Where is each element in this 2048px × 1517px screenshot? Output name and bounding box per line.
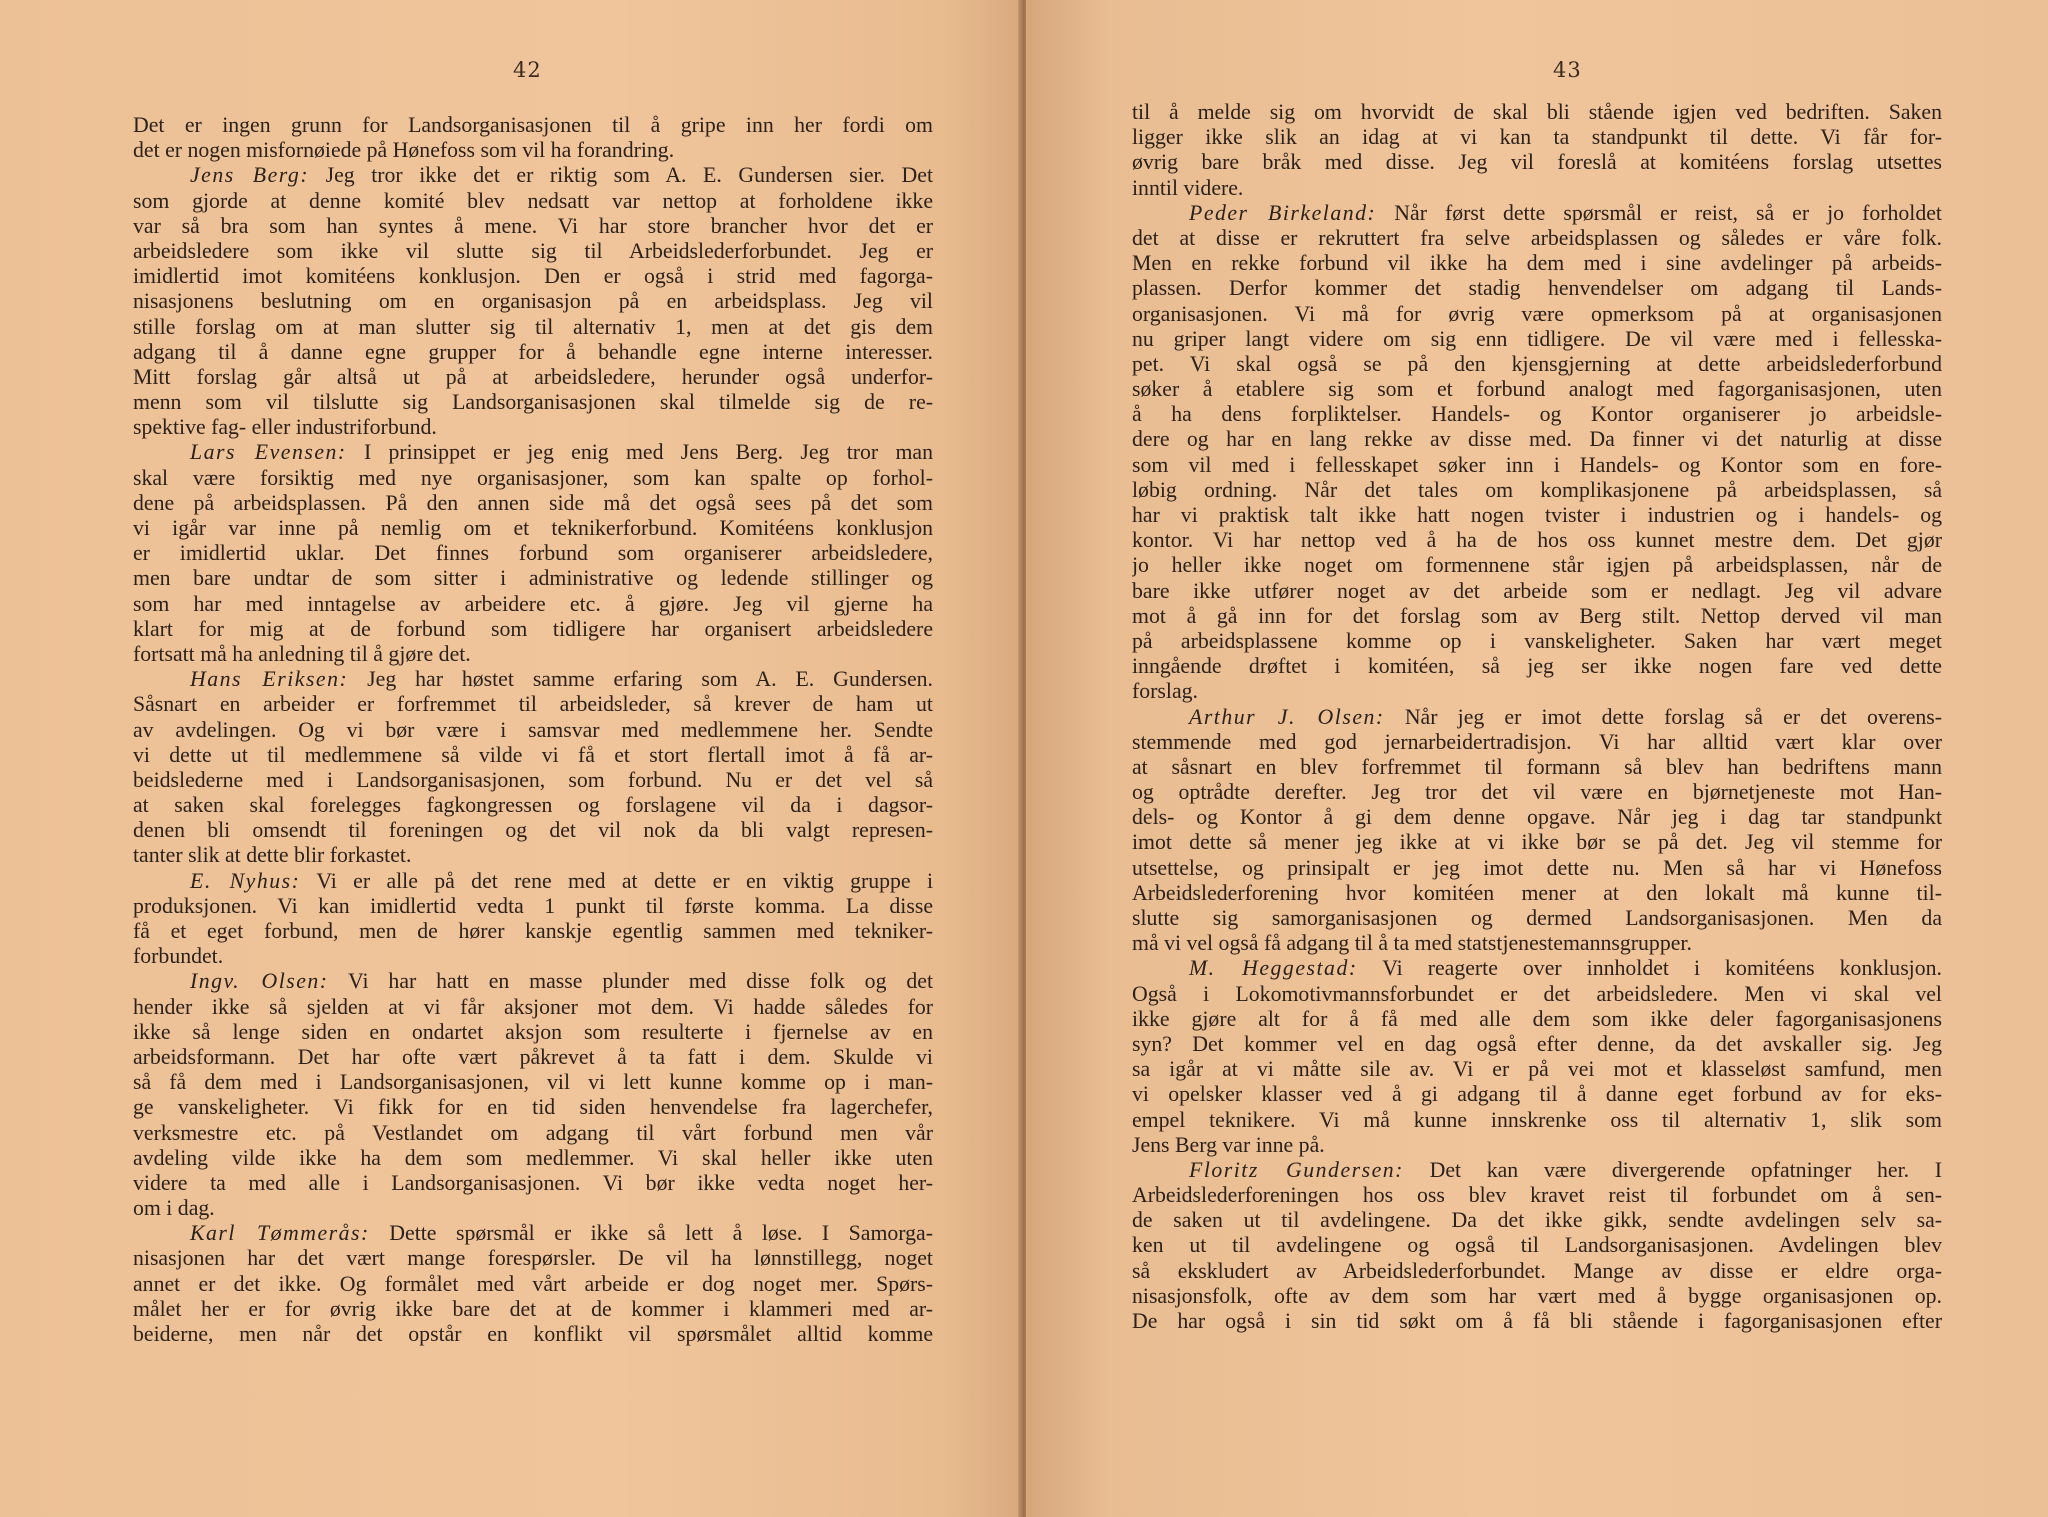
text-line: [1132, 1057, 1942, 1082]
text-line: [1132, 1158, 1942, 1183]
text-line: [133, 1121, 933, 1146]
line-text: stille forslag om at man slutter sig til alternativ 1, men at det gis dem: [133, 314, 933, 339]
text-line: [1132, 377, 1942, 402]
text-line: [1132, 1233, 1942, 1258]
line-text: arbeidsledere som ikke vil slutte sig til Arbeidslederforbundet. Jeg er: [133, 238, 933, 263]
line-text: inngående drøftet i komitéen, så jeg ser ikke nogen fare ved dette: [1132, 654, 1942, 679]
text-line: [133, 768, 933, 793]
page-number-left: 42: [513, 58, 542, 82]
line-text: organisasjonen. Vi må for øvrig være opmerksom på at organisasjonen: [1132, 301, 1942, 326]
text-line: [1132, 226, 1942, 251]
text-line: [1132, 856, 1942, 881]
text-line: [1132, 100, 1942, 125]
line-text: Vi reagerte over innholdet i komitéens konklusjon.: [1357, 956, 1942, 981]
text-line: [133, 340, 933, 365]
line-text: menn som vil tilslutte sig Landsorganisasjonen skal tilmelde sig de re-: [133, 390, 933, 415]
line-text: som gjorde at denne komité blev nedsatt var nettop at forholdene ikke: [133, 188, 933, 213]
line-text: arbeidsformann. Det har ofte vært påkrevet å ta fatt i dem. Skulde vi: [133, 1044, 933, 1069]
line-text: dere og har en lang rekke av disse med. Da finner vi det naturlig at disse: [1132, 427, 1942, 452]
line-text: at saken skal forelegges fagkongressen og forslagene vil da i dagsor-: [133, 793, 933, 818]
line-text: Jeg har høstet samme erfaring som A. E. Gundersen.: [348, 667, 933, 692]
text-line: [1132, 1032, 1942, 1057]
speaker-name: Hans Eriksen:: [190, 667, 349, 692]
text-line: [133, 743, 933, 768]
line-text: og optrådte derefter. Jeg tror det vil være en bjørnetjeneste mot Han-: [1132, 780, 1942, 805]
line-text: Vi har hatt en masse plunder med disse folk og det: [328, 969, 933, 994]
text-line: [1132, 276, 1942, 301]
line-text: men bare undtar de som sitter i administrative og ledende stillinger og: [133, 566, 933, 591]
line-text: empel teknikere. Vi må kunne innskrenke oss til alternativ 1, slik som: [1132, 1107, 1942, 1132]
line-text: skal være forsiktig med nye organisasjoner, som kan spalte op forhol-: [133, 465, 933, 490]
line-text: på arbeidsplassene komme op i vanskeligheter. Saken har vært meget: [1132, 628, 1942, 653]
line-text: at såsnart en blev forfremmet til formann så blev han bedriftens mann: [1132, 754, 1942, 779]
line-text: Såsnart en arbeider er forfremmet til arbeidsleder, så krever de ham ut: [133, 692, 933, 717]
text-line: [1132, 931, 1942, 956]
line-text: De har også i sin tid søkt om å få bli stående i fagorganisasjonen efter: [1132, 1309, 1942, 1333]
line-text: imidlertid imot komitéens konklusjon. Den er også i strid med fagorga-: [133, 264, 933, 289]
right-page-text: [1132, 100, 1942, 1334]
line-text: tanter slik at dette blir forkastet.: [133, 843, 412, 868]
text-line: [133, 415, 933, 440]
text-line: [133, 138, 933, 163]
line-text: annet er det ikke. Og formålet med vårt arbeide er dog noget mer. Spørs-: [133, 1271, 933, 1296]
line-text: Vi er alle på det rene med at dette er en viktig gruppe i: [300, 868, 933, 893]
text-line: [1132, 705, 1942, 730]
speaker-name: E. Nyhus:: [190, 868, 301, 893]
text-line: [1132, 150, 1942, 175]
text-line: [1132, 427, 1942, 452]
text-line: [133, 617, 933, 642]
line-text: øvrig bare bråk med disse. Jeg vil foreslå at komitéens forslag utsettes: [1132, 150, 1942, 175]
text-line: [133, 491, 933, 516]
line-text: plassen. Derfor kommer det stadig henvendelser om adgang til Lands-: [1132, 276, 1942, 301]
line-text: hender ikke så sjelden at vi får aksjoner mot dem. Vi hadde således for: [133, 994, 933, 1019]
text-line: [133, 843, 933, 868]
left-page: [0, 0, 1022, 1517]
text-line: [1132, 478, 1942, 503]
text-line: [133, 264, 933, 289]
line-text: forbundet.: [133, 944, 224, 969]
speaker-name: Peder Birkeland:: [1189, 200, 1377, 225]
text-line: [1132, 1309, 1942, 1334]
text-line: [133, 1322, 933, 1347]
text-line: [133, 1171, 933, 1196]
text-line: [133, 692, 933, 717]
text-line: [133, 365, 933, 390]
line-text: verksmestre etc. på Vestlandet om adgang til vårt forbund men vår: [133, 1120, 933, 1145]
text-line: [133, 718, 933, 743]
line-text: spektive fag- eller industriforbund.: [133, 415, 437, 440]
line-text: Det kan være divergerende opfatninger her. I: [1403, 1157, 1942, 1182]
line-text: adgang til å danne egne grupper for å behandle egne interne interesser.: [133, 339, 933, 364]
line-text: ikke så lenge siden en ondartet aksjon som resulterte i fjernelse av en: [133, 1019, 933, 1044]
text-line: [1132, 1082, 1942, 1107]
text-line: [133, 1146, 933, 1171]
text-line: [133, 315, 933, 340]
line-text: avdeling vilde ikke ha dem som medlemmer. Vi skal heller ikke uten: [133, 1145, 933, 1170]
text-line: [133, 793, 933, 818]
line-text: beiderne, men når det opstår en konflikt vil spørsmålet alltid komme: [133, 1322, 933, 1346]
text-line: [133, 113, 933, 138]
line-text: vi opelsker klasser ved å gi adgang til å danne eget forbund av for eks-: [1132, 1082, 1942, 1107]
text-line: [133, 592, 933, 617]
line-text: så ekskludert av Arbeidslederforbundet. Mange av disse er eldre orga-: [1132, 1258, 1942, 1283]
line-text: det at disse er rekruttert fra selve arbeidsplassen og således er våre folk.: [1132, 225, 1942, 250]
line-text: ken ut til avdelingene og også til Landsorganisasjonen. Avdelingen blev: [1132, 1233, 1942, 1258]
line-text: mot å gå inn for det forslag som av Berg stilt. Nettop derved vil man: [1132, 603, 1942, 628]
line-text: kontor. Vi har nettop ved å ha de hos oss kunnet mestre dem. Det gjør: [1132, 528, 1942, 553]
text-line: [1132, 553, 1942, 578]
text-line: [133, 919, 933, 944]
text-line: [1132, 679, 1942, 704]
text-line: [133, 566, 933, 591]
text-line: [133, 1095, 933, 1120]
line-text: dels- og Kontor å gi dem denne opgave. Når jeg i dag tar standpunkt: [1132, 805, 1942, 830]
text-line: [1132, 1259, 1942, 1284]
line-text: stemmende med god jernarbeidertradisjon. Vi har alltid vært klar over: [1132, 729, 1942, 754]
line-text: I prinsippet er jeg enig med Jens Berg. Jeg tror man: [346, 440, 933, 465]
speaker-name: Karl Tømmerås:: [190, 1221, 370, 1246]
text-line: [133, 1297, 933, 1322]
line-text: nu griper langt videre om sig enn tidligere. De vil være med i fellesska-: [1132, 326, 1942, 351]
left-page-text: [133, 113, 933, 1347]
text-line: [1132, 352, 1942, 377]
text-line: [1132, 982, 1942, 1007]
text-line: [1132, 579, 1942, 604]
line-text: nisasjonen har det vært mange forespørsler. De vil ha lønnstillegg, noget: [133, 1246, 933, 1271]
line-text: vi dette ut til medlemmene så vilde vi få et stort flertall imot å få ar-: [133, 742, 933, 767]
text-line: [133, 440, 933, 465]
text-line: [1132, 1208, 1942, 1233]
text-line: [133, 214, 933, 239]
line-text: å ha dens forpliktelser. Handels- og Kontor organiserer jo arbeidsle-: [1132, 402, 1942, 427]
line-text: bare ikke utfører noget av det arbeide som er nedlagt. Jeg vil advare: [1132, 578, 1942, 603]
line-text: Når først dette spørsmål er reist, så er jo forholdet: [1376, 200, 1942, 225]
line-text: var så bra som han syntes å mene. Vi har store brancher hvor det er: [133, 213, 933, 238]
line-text: Også i Lokomotivmannsforbundet er det arbeidsledere. Men vi skal vel: [1132, 981, 1942, 1006]
line-text: må vi vel også få adgang til å ta med statstjenestemannsgrupper.: [1132, 931, 1692, 956]
text-line: [1132, 830, 1942, 855]
line-text: dene på arbeidsplassen. På den annen side må det også sees på det som: [133, 490, 933, 515]
text-line: [133, 995, 933, 1020]
text-line: [133, 1221, 933, 1246]
text-line: [1132, 503, 1942, 528]
line-text: syn? Det kommer vel en dag også efter denne, da det avskaller sig. Jeg: [1132, 1031, 1942, 1056]
text-line: [1132, 1284, 1942, 1309]
text-line: [133, 1045, 933, 1070]
line-text: Når jeg er imot dette forslag så er det overens-: [1384, 704, 1942, 729]
line-text: slutte sig samorganisasjonen og dermed Landsorganisasjonen. Men da: [1132, 906, 1942, 930]
text-line: [1132, 201, 1942, 226]
line-text: Arbeidslederforeningen hos oss blev kravet reist til forbundet om å sen-: [1132, 1183, 1942, 1208]
speaker-name: Lars Evensen:: [190, 440, 347, 465]
text-line: [133, 189, 933, 214]
line-text: Dette spørsmål er ikke så lett å løse. I Samorga-: [369, 1221, 933, 1246]
text-line: [133, 163, 933, 188]
text-line: [133, 642, 933, 667]
text-line: [1132, 906, 1942, 931]
line-text: Men en rekke forbund vil ikke ha dem med i sine avdelinger på arbeids-: [1132, 251, 1942, 276]
text-line: [1132, 1108, 1942, 1133]
line-text: jo heller ikke noget om formennene står igjen på arbeidsplassen, når de: [1132, 553, 1942, 578]
text-line: [133, 869, 933, 894]
speaker-name: Jens Berg:: [190, 163, 310, 188]
text-line: [1132, 629, 1942, 654]
line-text: ikke gjøre alt for å få med alle dem som ikke deler fagorganisasjonens: [1132, 1006, 1942, 1031]
line-text: har vi praktisk talt ikke hatt nogen tvister i industrien og i handels- og: [1132, 503, 1942, 527]
line-text: som har med inntagelse av arbeidere etc. å gjøre. Jeg vil gjerne ha: [133, 591, 933, 616]
text-line: [133, 1196, 933, 1221]
speaker-name: M. Heggestad:: [1189, 956, 1358, 981]
speaker-name: Ingv. Olsen:: [190, 969, 329, 994]
line-text: nisasjonsfolk, ofte av dem som har vært med å bygge organisasjonen op.: [1132, 1283, 1942, 1308]
line-text: Mitt forslag går altså ut på at arbeidsledere, herunder også underfor-: [133, 364, 933, 389]
line-text: videre ta med alle i Landsorganisasjonen. Vi bør ikke vedta noget her-: [133, 1170, 933, 1195]
line-text: om i dag.: [133, 1196, 215, 1221]
text-line: [1132, 881, 1942, 906]
line-text: søker å etablere sig som et forbund analogt med fagorganisasjonen, uten: [1132, 377, 1942, 402]
line-text: ligger ikke slik an idag at vi kan ta standpunkt til dette. Vi får for-: [1132, 125, 1942, 150]
line-text: forslag.: [1132, 679, 1198, 704]
text-line: [1132, 402, 1942, 427]
text-line: [133, 239, 933, 264]
text-line: [133, 1272, 933, 1297]
text-line: [1132, 251, 1942, 276]
text-line: [133, 466, 933, 491]
line-text: er imidlertid uklar. Det finnes forbund som organiserer arbeidsledere,: [133, 541, 933, 566]
line-text: det er nogen misfornøiede på Hønefoss som vil ha forandring.: [133, 138, 675, 163]
text-line: [1132, 780, 1942, 805]
text-line: [1132, 327, 1942, 352]
text-line: [1132, 1133, 1942, 1158]
line-text: klart for mig at de forbund som tidligere har organisert arbeidsledere: [133, 616, 933, 641]
text-line: [133, 1070, 933, 1095]
text-line: [1132, 453, 1942, 478]
text-line: [133, 516, 933, 541]
text-line: [1132, 730, 1942, 755]
speaker-name: Floritz Gundersen:: [1189, 1157, 1404, 1182]
text-line: [133, 390, 933, 415]
line-text: beidslederne med i Landsorganisasjonen, som forbund. Nu er det vel så: [133, 767, 933, 792]
text-line: [1132, 1007, 1942, 1032]
text-line: [1132, 654, 1942, 679]
text-line: [133, 969, 933, 994]
line-text: få et eget forbund, men de hører kanskje egentlig sammen med tekniker-: [133, 919, 933, 943]
text-line: [1132, 125, 1942, 150]
text-line: [133, 894, 933, 919]
line-text: løbig ordning. Når det tales om komplikasjonene på arbeidsplassen, så: [1132, 477, 1942, 502]
text-line: [133, 944, 933, 969]
line-text: ge vanskeligheter. Vi fikk for en tid siden henvendelse fra lagerchefer,: [133, 1095, 933, 1120]
line-text: Arbeidslederforening hvor komitéen mener at den lokalt må kunne til-: [1132, 880, 1942, 905]
line-text: nisasjonens beslutning om en organisasjon på en arbeidsplass. Jeg vil: [133, 289, 933, 314]
text-line: [1132, 528, 1942, 553]
text-line: [1132, 755, 1942, 780]
line-text: så få dem med i Landsorganisasjonen, vil vi lett kunne komme op i man-: [133, 1070, 933, 1095]
text-line: [1132, 176, 1942, 201]
line-text: målet her er for øvrig ikke bare det at de kommer i klammeri med ar-: [133, 1296, 933, 1321]
text-line: [133, 818, 933, 843]
line-text: som vil med i fellesskapet søker inn i Handels- og Kontor som en fore-: [1132, 452, 1942, 477]
page-number-right: 43: [1553, 58, 1582, 82]
text-line: [1132, 604, 1942, 629]
text-line: [1132, 1183, 1942, 1208]
line-text: Jeg tror ikke det er riktig som A. E. Gundersen sier. Det: [309, 163, 933, 188]
line-text: inntil videre.: [1132, 175, 1244, 200]
text-line: [133, 289, 933, 314]
text-line: [133, 1020, 933, 1045]
text-line: [1132, 302, 1942, 327]
text-line: [133, 1246, 933, 1271]
right-page: [1026, 0, 2048, 1517]
line-text: til å melde sig om hvorvidt de skal bli stående igjen ved bedriften. Saken: [1132, 100, 1942, 124]
line-text: Jens Berg var inne på.: [1132, 1132, 1325, 1157]
speaker-name: Arthur J. Olsen:: [1189, 704, 1385, 729]
line-text: sa igår at vi måtte sile av. Vi er på vei mot et klasseløst samfund, men: [1132, 1057, 1942, 1082]
line-text: Det er ingen grunn for Landsorganisasjonen til å gripe inn her fordi om: [133, 113, 933, 137]
text-line: [133, 541, 933, 566]
line-text: pet. Vi skal også se på den kjensgjerning at dette arbeidslederforbund: [1132, 351, 1942, 376]
line-text: de saken ut til avdelingene. Da det ikke gikk, sendte avdelingen selv sa-: [1132, 1208, 1942, 1233]
line-text: utsettelse, og prinsipalt er jeg imot dette nu. Men så har vi Hønefoss: [1132, 855, 1942, 880]
line-text: av avdelingen. Og vi bør være i samsvar med medlemmene her. Sendte: [133, 717, 933, 742]
text-line: [1132, 956, 1942, 981]
text-line: [1132, 805, 1942, 830]
text-line: [133, 667, 933, 692]
line-text: imot dette så mener jeg ikke at vi ikke bør se på det. Jeg vil stemme for: [1132, 830, 1942, 855]
line-text: denen bli omsendt til foreningen og det vil nok da bli valgt represen-: [133, 818, 933, 843]
line-text: vi igår var inne på nemlig om et teknikerforbund. Komitéens konklusjon: [133, 516, 933, 540]
line-text: produksjonen. Vi kan imidlertid vedta 1 punkt til første komma. La disse: [133, 893, 933, 918]
line-text: fortsatt må ha anledning til å gjøre det.: [133, 641, 471, 666]
